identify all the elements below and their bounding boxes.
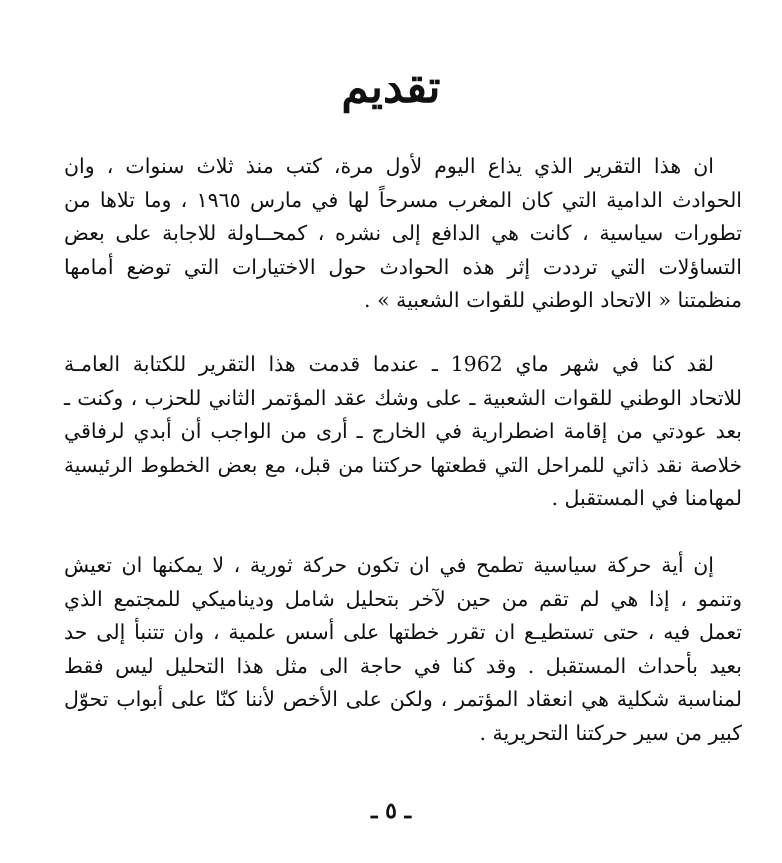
text-line: التساؤلات التي ترددت إثر هذه الحوادث حول الاختيارات التي توضع أمامها: [64, 254, 742, 279]
text-line: ان هذا التقرير الذي يذاع اليوم لأول مرة، كتب منذ ثلاث سنوات ، وان: [64, 154, 714, 178]
text-line: إن أية حركة سياسية تطمح في ان تكون حركة ثورية ، لا يمكنها ان تعيش: [64, 553, 714, 577]
text-line: وتنمو ، إذا هي لم تقم من حين لآخر بتحليل شامل وديناميكي للمجتمع الذي: [64, 586, 742, 611]
page-title: تقديم: [341, 62, 441, 113]
paragraph-3: [64, 549, 742, 750]
text-line: لقد كنا في شهر ماي 1962 ـ عندما قدمت هذا التقرير للكتابة العامـة: [64, 352, 714, 376]
text-line: تعمل فيه ، حتى تستطيـع ان تقرر خطتها على أسس علمية ، وان تتنبأ إلى حد: [64, 620, 742, 644]
text-line: خلاصة نقد ذاتي للمراحل التي قطعتها حركتنا من قبل، مع بعض الخطوط الرئيسية: [64, 452, 742, 477]
text-line: الحوادث الدامية التي كان المغرب مسرحاً لها في مارس ١٩٦٥ ، وما تلاها من: [64, 187, 743, 212]
text-line: منظمتنا « الاتحاد الوطني للقوات الشعبية » .: [364, 288, 742, 312]
text-line: بعد عودتي من إقامة اضطرارية في الخارج ـ أرى من الواجب أن أبدي لرفاقي: [64, 419, 742, 443]
paragraph-2: [64, 348, 742, 516]
page-number: ـ ٥ ـ: [370, 798, 412, 824]
text-line: لمناسبة شكلية هي انعقاد المؤتمر ، ولكن على الأخص لأننا كنّا على أبواب تحوّل: [64, 687, 742, 711]
paragraph-1: [64, 150, 742, 318]
text-line: لمهامنا في المستقبل .: [551, 486, 742, 510]
text-line: بعيد بأحداث المستقبل . وقد كنا في حاجة الى مثل هذا التحليل ليس فقط: [64, 653, 742, 678]
text-line: للاتحاد الوطني للقوات الشعبية ـ على وشك عقد المؤتمر الثاني للحزب ، وكنت ـ: [64, 385, 742, 410]
text-line: كبير من سير حركتنا التحريرية .: [479, 720, 742, 745]
text-line: تطورات سياسية ، كانت هي الدافع إلى نشره ، كمحــاولة للاجابة على بعض: [64, 221, 742, 245]
